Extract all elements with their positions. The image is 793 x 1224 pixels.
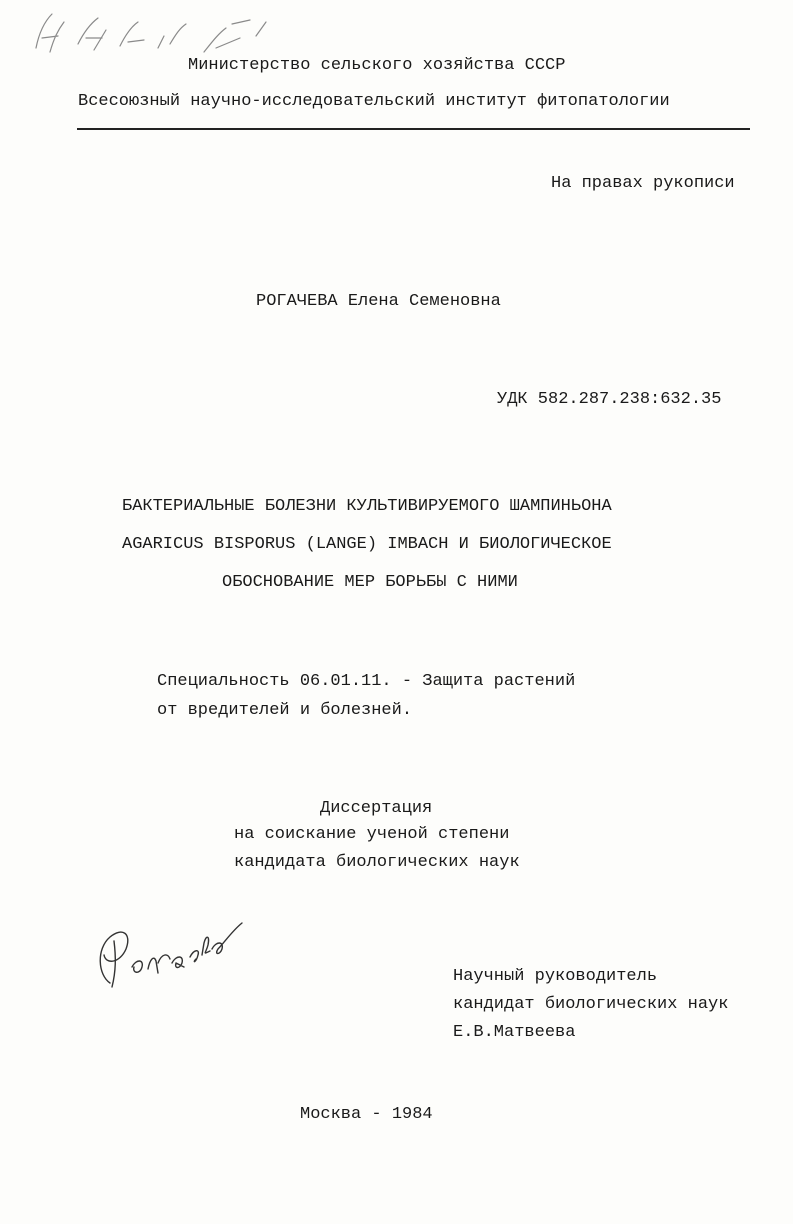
dissertation-label: Диссертация bbox=[320, 799, 433, 818]
supervisor-title: Научный руководитель bbox=[453, 967, 658, 986]
specialty-line-1: Специальность 06.01.11. - Защита растений bbox=[157, 672, 576, 691]
manuscript-rights-note: На правах рукописи bbox=[551, 174, 735, 193]
supervisor-name: Е.В.Матвеева bbox=[453, 1023, 576, 1042]
thesis-title-line-1: БАКТЕРИАЛЬНЫЕ БОЛЕЗНИ КУЛЬТИВИРУЕМОГО ШАМПИНЬОНА bbox=[122, 497, 612, 516]
supervisor-degree: кандидат биологических наук bbox=[453, 995, 729, 1014]
thesis-title-line-2: AGARICUS BISPORUS (LANGE) IMBACH И БИОЛОГИЧЕСКОЕ bbox=[122, 535, 612, 554]
place-and-year: Москва - 1984 bbox=[300, 1105, 433, 1124]
degree-line-1: на соискание ученой степени bbox=[234, 825, 510, 844]
ministry-header: Министерство сельского хозяйства СССР bbox=[188, 56, 566, 75]
degree-line-2: кандидата биологических наук bbox=[234, 853, 520, 872]
udk-code: УДК 582.287.238:632.35 bbox=[497, 390, 722, 409]
margin-pencil-marks bbox=[28, 8, 278, 60]
thesis-title-line-3: ОБОСНОВАНИЕ МЕР БОРЬБЫ С НИМИ bbox=[222, 573, 518, 592]
institute-header: Всесоюзный научно-исследовательский институт фитопатологии bbox=[78, 92, 670, 111]
header-divider bbox=[77, 128, 750, 130]
author-name: РОГАЧЕВА Елена Семеновна bbox=[256, 292, 501, 311]
specialty-line-2: от вредителей и болезней. bbox=[157, 701, 413, 720]
author-signature bbox=[92, 905, 262, 995]
